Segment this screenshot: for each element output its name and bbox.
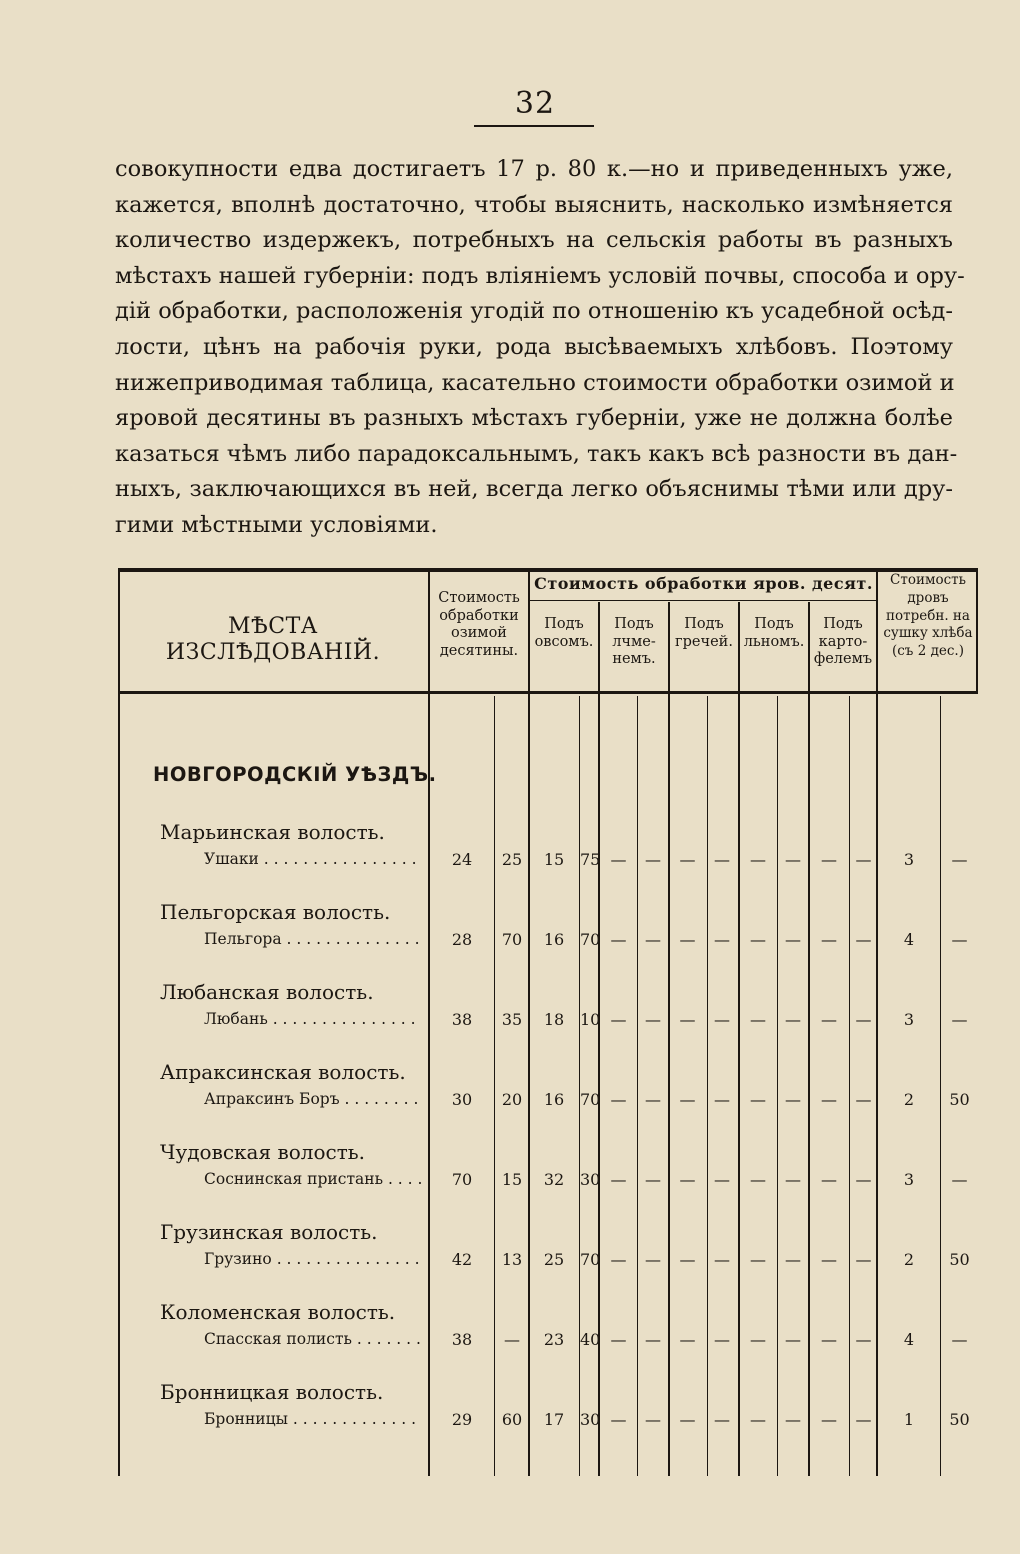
empty-dash-cell: — (610, 1250, 627, 1269)
table-row (118, 1380, 978, 1460)
value-cell: 60 (501, 1410, 523, 1429)
village-label: Пельгора (204, 930, 282, 948)
village-label: Бронницы (204, 1410, 288, 1428)
empty-dash-cell: — (855, 1170, 872, 1189)
empty-dash-cell: — (785, 1010, 801, 1029)
empty-dash-cell: — (679, 850, 696, 869)
empty-dash-cell: — (645, 1250, 661, 1269)
empty-dash-cell: — (855, 1330, 872, 1349)
value-cell: 3 (903, 850, 915, 869)
empty-dash-cell: — (785, 1410, 801, 1429)
value-cell: 50 (949, 1090, 970, 1109)
value-cell: — (951, 1330, 968, 1349)
paragraph-line: дій обработки, расположенія угодій по отношенію къ усадебной осѣд- (115, 298, 953, 325)
empty-dash-cell: — (679, 1170, 696, 1189)
village-label: Грузино (204, 1250, 272, 1268)
volost-name: Любанская волость. (160, 980, 374, 1004)
value-cell: 38 (451, 1330, 473, 1349)
table-row (118, 1300, 978, 1380)
value-cell: 30 (580, 1410, 601, 1429)
paragraph-line: яровой десятины въ разныхъ мѣстахъ губерніи, уже не должна болѣе (115, 405, 953, 432)
empty-dash-cell: — (821, 1010, 837, 1029)
empty-dash-cell: — (750, 1090, 766, 1109)
value-cell: 3 (903, 1010, 915, 1029)
paragraph-line: ныхъ, заключающихся въ ней, всегда легко объяснимы тѣми или дру- (115, 476, 953, 503)
empty-dash-cell: — (855, 850, 872, 869)
empty-dash-cell: — (750, 850, 766, 869)
empty-dash-cell: — (610, 1410, 627, 1429)
value-cell: — (951, 930, 968, 949)
value-cell: 70 (580, 930, 601, 949)
empty-dash-cell: — (714, 1170, 730, 1189)
empty-dash-cell: — (785, 1090, 801, 1109)
value-cell: 70 (501, 930, 523, 949)
empty-dash-cell: — (679, 1090, 696, 1109)
value-cell: 2 (903, 1250, 915, 1269)
value-cell: 30 (580, 1170, 601, 1189)
page-number: 32 (514, 86, 556, 121)
header-places: МѢСТА ИЗСЛѢДОВАНІЙ. (165, 614, 381, 666)
empty-dash-cell: — (610, 1330, 627, 1349)
table-row (118, 1060, 978, 1140)
village-name (204, 1090, 422, 1108)
village-label: Спасская полисть (204, 1330, 352, 1348)
volost-name: Бронницкая волость. (160, 1380, 384, 1404)
village-name (204, 1170, 422, 1188)
empty-dash-cell: — (645, 1010, 661, 1029)
value-cell: 2 (903, 1090, 915, 1109)
body-paragraph (115, 152, 965, 544)
empty-dash-cell: — (679, 1330, 696, 1349)
value-cell: — (951, 1170, 968, 1189)
value-cell: 4 (903, 930, 915, 949)
empty-dash-cell: — (714, 850, 730, 869)
paragraph-line: кажется, вполнѣ достаточно, чтобы выяснить, насколько измѣняется (115, 191, 953, 218)
empty-dash-cell: — (750, 1010, 766, 1029)
empty-dash-cell: — (855, 1010, 872, 1029)
paragraph-line: гими мѣстными условіями. (115, 511, 438, 538)
header-winter-cost: Стоимость обработки озимой десятины. (438, 590, 520, 659)
header-barley: Подъ лчме-немъ. (612, 616, 656, 667)
empty-dash-cell: — (750, 930, 766, 949)
value-cell: 40 (580, 1330, 601, 1349)
value-cell: — (504, 1330, 520, 1349)
value-cell: 70 (580, 1090, 601, 1109)
empty-dash-cell: — (750, 1330, 766, 1349)
page-number-rule (474, 125, 594, 127)
value-cell: 28 (451, 930, 473, 949)
village-label: Соснинская пристань (204, 1170, 384, 1188)
empty-dash-cell: — (610, 1170, 627, 1189)
value-cell: 24 (451, 850, 473, 869)
empty-dash-cell: — (785, 1170, 801, 1189)
village-name (204, 1410, 422, 1428)
village-name (204, 1010, 422, 1028)
table-row (118, 820, 978, 900)
village-name (204, 1330, 422, 1348)
empty-dash-cell: — (645, 1410, 661, 1429)
empty-dash-cell: — (855, 1250, 872, 1269)
value-cell: 16 (543, 930, 565, 949)
empty-dash-cell: — (855, 1090, 872, 1109)
header-bottom-rule (118, 691, 978, 694)
value-cell: 50 (949, 1250, 970, 1269)
value-cell: 25 (543, 1250, 565, 1269)
village-label: Любань (204, 1010, 268, 1028)
volost-name: Коломенская волость. (160, 1300, 396, 1324)
empty-dash-cell: — (679, 1250, 696, 1269)
header-spring-cost: Стоимость обработки яров. десят. (534, 574, 873, 593)
value-cell: 3 (903, 1170, 915, 1189)
header-firewood-cost: Стоимость дровъ потребн. на сушку хлѣба (съ 2 дес.) (883, 572, 973, 660)
value-cell: 23 (543, 1330, 565, 1349)
village-label: Апраксинъ Боръ (204, 1090, 340, 1108)
village-name (204, 1250, 422, 1268)
empty-dash-cell: — (610, 850, 627, 869)
value-cell: 50 (949, 1410, 970, 1429)
volost-name: Марьинская волость. (160, 820, 385, 844)
empty-dash-cell: — (610, 1010, 627, 1029)
value-cell: 38 (451, 1010, 473, 1029)
value-cell: 20 (501, 1090, 523, 1109)
value-cell: 42 (451, 1250, 473, 1269)
value-cell: 1 (903, 1410, 915, 1429)
empty-dash-cell: — (821, 1170, 837, 1189)
empty-dash-cell: — (750, 1250, 766, 1269)
value-cell: 15 (543, 850, 565, 869)
volost-name: Пельгорская волость. (160, 900, 391, 924)
header-buckwheat: Подъ гречей. (675, 616, 733, 650)
value-cell: 16 (543, 1090, 565, 1109)
paragraph-line: казаться чѣмъ либо парадоксальнымъ, такъ какъ всѣ разности въ дан- (115, 440, 958, 467)
empty-dash-cell: — (785, 1330, 801, 1349)
value-cell: 70 (451, 1170, 473, 1189)
empty-dash-cell: — (714, 1330, 730, 1349)
table-row (118, 1140, 978, 1220)
value-cell: 32 (543, 1170, 565, 1189)
empty-dash-cell: — (610, 930, 627, 949)
value-cell: 75 (580, 850, 601, 869)
district-title: НОВГОРОДСКІЙ УѢЗДЪ. (153, 763, 437, 786)
value-cell: — (951, 1010, 968, 1029)
empty-dash-cell: — (785, 1250, 801, 1269)
empty-dash-cell: — (821, 1090, 837, 1109)
empty-dash-cell: — (855, 930, 872, 949)
table-row (118, 1220, 978, 1300)
empty-dash-cell: — (714, 1010, 730, 1029)
paragraph-line: совокупности едва достигаетъ 17 р. 80 к.—но и приведенныхъ уже, (115, 156, 953, 182)
empty-dash-cell: — (821, 1330, 837, 1349)
empty-dash-cell: — (714, 1410, 730, 1429)
value-cell: 30 (451, 1090, 473, 1109)
empty-dash-cell: — (821, 1410, 837, 1429)
empty-dash-cell: — (785, 930, 801, 949)
spring-header-rule (530, 600, 876, 601)
value-cell: 15 (501, 1170, 523, 1189)
volost-name: Чудовская волость. (160, 1140, 365, 1164)
value-cell: 35 (501, 1010, 523, 1029)
empty-dash-cell: — (714, 1250, 730, 1269)
paragraph-line: нижеприводимая таблица, касательно стоимости обработки озимой и (115, 369, 955, 396)
value-cell: — (951, 850, 968, 869)
empty-dash-cell: — (679, 1010, 696, 1029)
empty-dash-cell: — (645, 850, 661, 869)
header-oats: Подъ овсомъ. (534, 616, 594, 650)
empty-dash-cell: — (645, 1090, 661, 1109)
village-label: Ушаки (204, 850, 259, 868)
value-cell: 18 (543, 1010, 565, 1029)
empty-dash-cell: — (750, 1170, 766, 1189)
village-name (204, 930, 422, 948)
empty-dash-cell: — (714, 1090, 730, 1109)
empty-dash-cell: — (855, 1410, 872, 1429)
empty-dash-cell: — (610, 1090, 627, 1109)
value-cell: 17 (543, 1410, 565, 1429)
volost-name: Апраксинская волость. (160, 1060, 406, 1084)
paragraph-line: количество издержекъ, потребныхъ на сельскія работы въ разныхъ (115, 227, 953, 254)
empty-dash-cell: — (645, 1330, 661, 1349)
volost-name: Грузинская волость. (160, 1220, 378, 1244)
empty-dash-cell: — (821, 930, 837, 949)
table-top-rule (118, 568, 978, 572)
village-name (204, 850, 422, 868)
paragraph-line: лости, цѣнъ на рабочія руки, рода высѣваемыхъ хлѣбовъ. Поэтому (115, 333, 953, 360)
empty-dash-cell: — (645, 1170, 661, 1189)
value-cell: 70 (580, 1250, 601, 1269)
empty-dash-cell: — (750, 1410, 766, 1429)
table-row (118, 980, 978, 1060)
header-potato: Подъ карто-фелемъ (813, 616, 873, 667)
value-cell: 13 (501, 1250, 523, 1269)
value-cell: 10 (580, 1010, 601, 1029)
header-flax: Подъ льномъ. (743, 616, 805, 650)
empty-dash-cell: — (714, 930, 730, 949)
value-cell: 25 (501, 850, 523, 869)
table-row (118, 900, 978, 980)
paragraph-line: мѣстахъ нашей губерніи: подъ вліяніемъ условій почвы, способа и ору- (115, 262, 965, 289)
empty-dash-cell: — (679, 1410, 696, 1429)
empty-dash-cell: — (645, 930, 661, 949)
value-cell: 29 (451, 1410, 473, 1429)
empty-dash-cell: — (821, 850, 837, 869)
value-cell: 4 (903, 1330, 915, 1349)
empty-dash-cell: — (821, 1250, 837, 1269)
empty-dash-cell: — (785, 850, 801, 869)
cost-table (118, 568, 978, 1476)
empty-dash-cell: — (679, 930, 696, 949)
